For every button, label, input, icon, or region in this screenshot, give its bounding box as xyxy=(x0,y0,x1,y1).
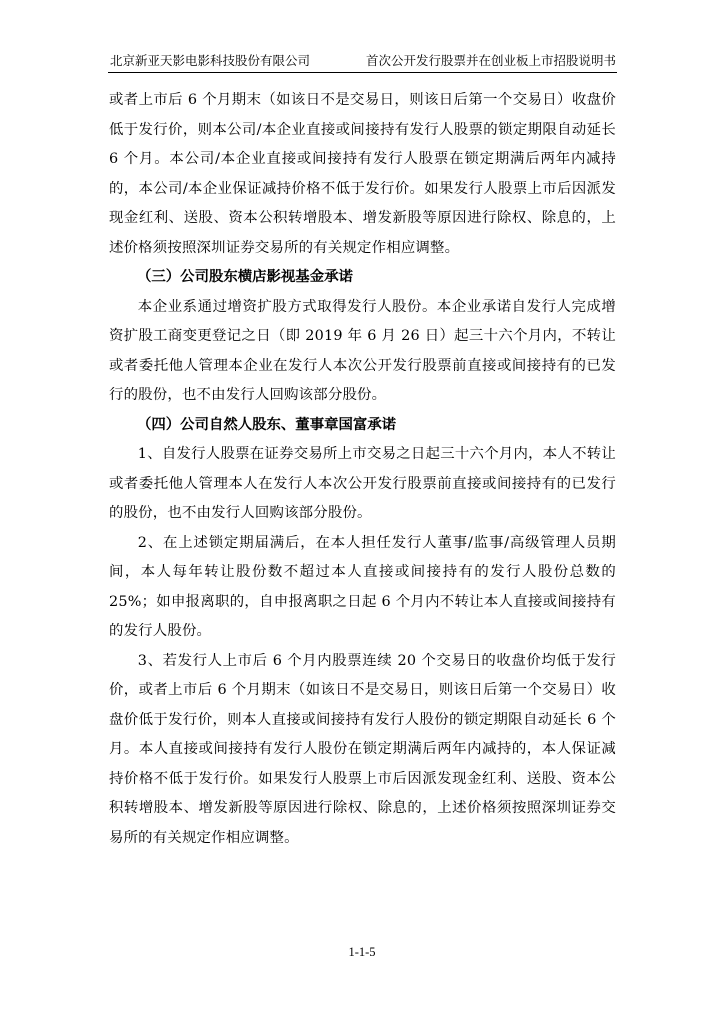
paragraph-continued: 或者上市后 6 个月期末（如该日不是交易日，则该日后第一个交易日）收盘价低于发行价，则本公司/本企业直接或间接持有发行人股票的锁定期限自动延长 6 个月。本公司/本企业直接或间接持有发行人股票在锁定期满后两年内减持的，本公司/本企业保证减持价格不低于发行价。如果发行人股票上市后因派发现金红利、送股、资本公积转增股本、增发新股等原因进行除权、除息的，上述价格须按照深圳证券交易所的有关规定作相应调整。 xyxy=(109,92,616,256)
page-header xyxy=(110,51,616,71)
document-body xyxy=(109,86,616,853)
paragraph-4-1: 1、自发行人股票在证券交易所上市交易之日起三十六个月内，本人不转让或者委托他人管理本人在发行人本次公开发行股票前直接或间接持有的已发行的股份，也不由发行人回购该部分股份。 xyxy=(109,446,616,521)
section-heading-4: （四）公司自然人股东、董事章国富承诺 xyxy=(137,416,397,433)
paragraph-3-1: 本企业系通过增资扩股方式取得发行人股份。本企业承诺自发行人完成增资扩股工商变更登记之日（即 2019 年 6 月 26 日）起三十六个月内，不转让或者委托他人管理本企业在发行人本次公开发行股票前直接或间接持有的已发行的股份，也不由发行人回购该部分股份。 xyxy=(109,298,616,403)
page-number: 1-1-5 xyxy=(348,945,376,959)
paragraph-4-2: 2、在上述锁定期届满后，在本人担任发行人董事/监事/高级管理人员期间，本人每年转让股份数不超过本人直接或间接持有的发行人股份总数的 25%；如申报离职的，自申报离职之日起 6 个月内不转让本人直接或间接持有的发行人股份。 xyxy=(109,534,616,639)
section-heading-3: （三）公司股东横店影视基金承诺 xyxy=(137,269,353,285)
header-document-title: 首次公开发行股票并在创业板上市招股说明书 xyxy=(365,53,616,68)
header-company-name: 北京新亚天影电影科技股份有限公司 xyxy=(110,53,311,68)
header-divider xyxy=(108,72,617,73)
paragraph-4-3: 3、若发行人上市后 6 个月内股票连续 20 个交易日的收盘价均低于发行价，或者上市后 6 个月期末（如该日不是交易日，则该日后第一个交易日）收盘价低于发行价，则本人直接或间接持有发行人股份的锁定期限自动延长 6 个月。本人直接或间接持有发行人股份在锁定期满后两年内减持的，本人保证减持价格不低于发行价。如果发行人股票上市后因派发现金红利、送股、资本公积转增股本、增发新股等原因进行除权、除息的，上述价格须按照深圳证券交易所的有关规定作相应调整。 xyxy=(109,652,616,846)
